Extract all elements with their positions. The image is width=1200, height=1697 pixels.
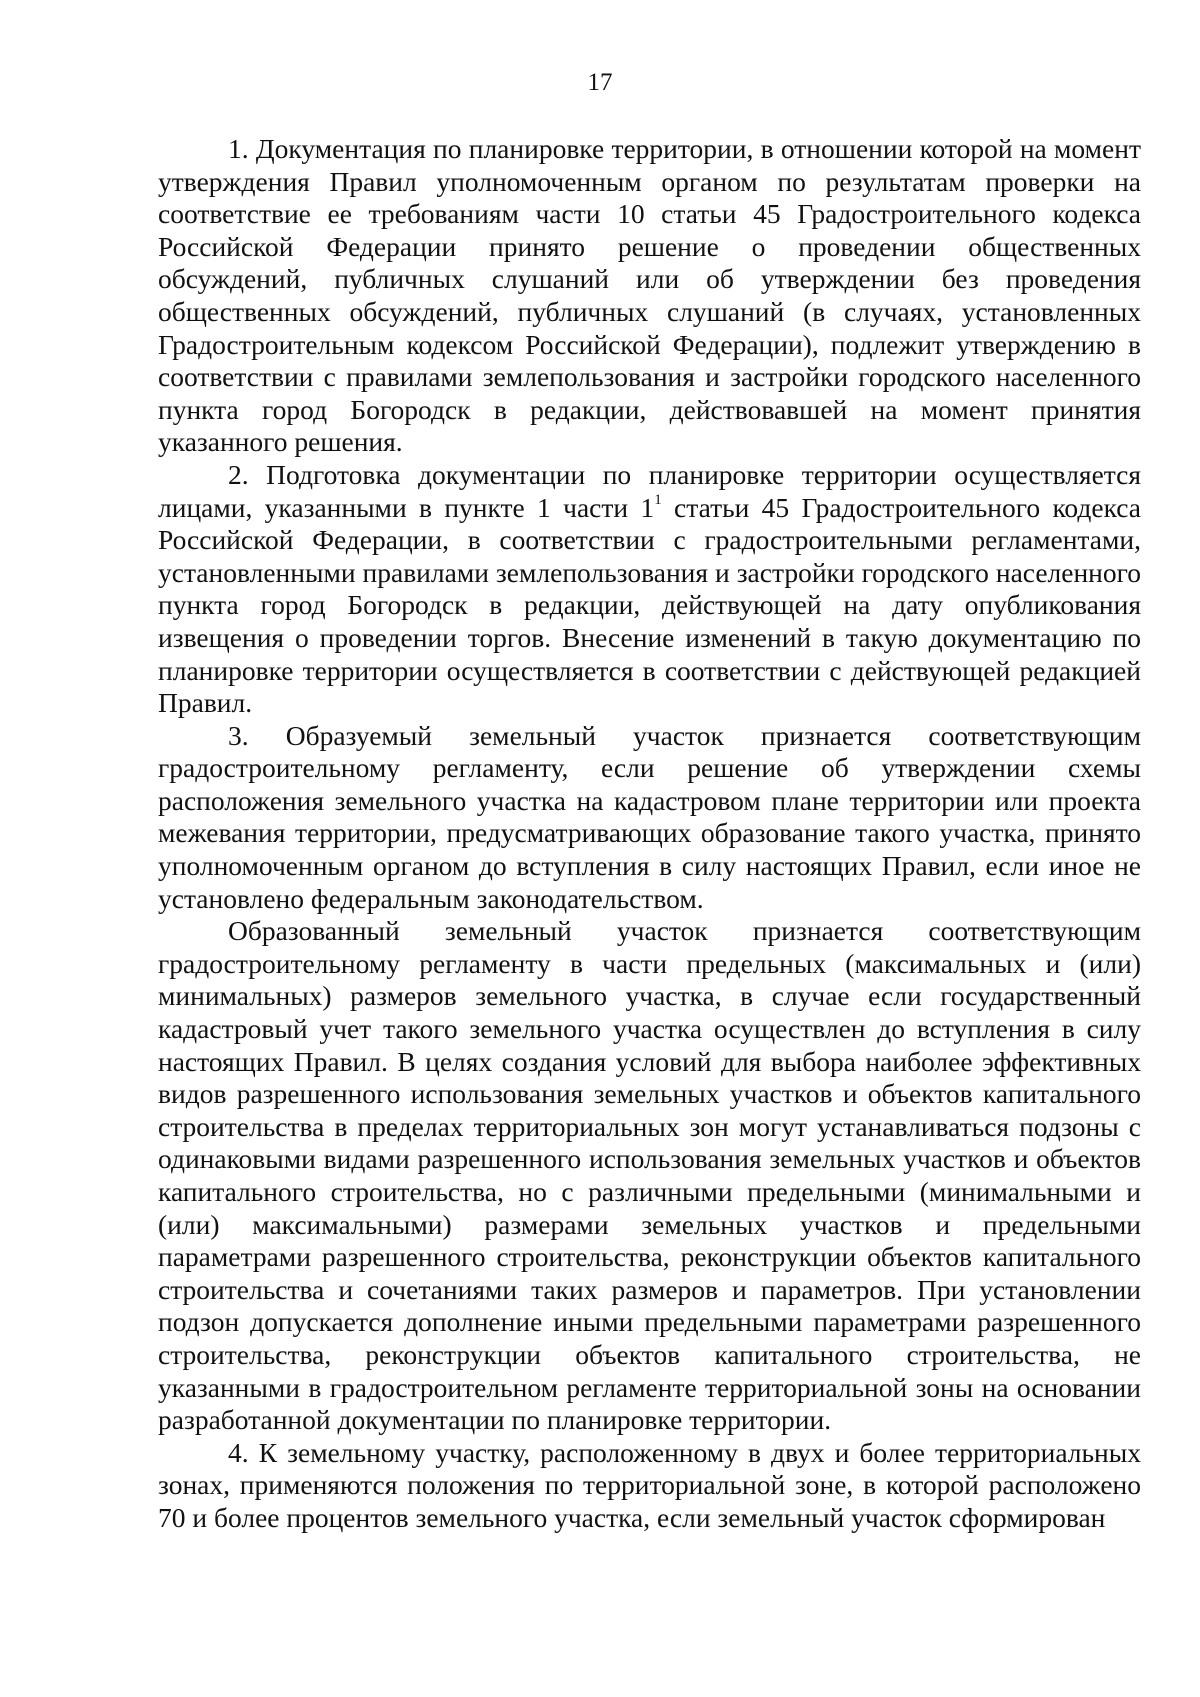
page-number: 17 xyxy=(587,69,613,96)
paragraph-2 xyxy=(158,459,1141,720)
paragraph-3-continuation: Образованный земельный участок признается соответствующим градостроительному регламенту в части предельных (максимальных и (или) минимальных) размеров земельного участка, в случае если государственный кадастровый учет такого земельного участка осуществлен до вступления в силу настоящих Правил. В целях создания условий для выбора наиболее эффективных видов разрешенного использования земельных участков и объектов капитального строительства в пределах территориальных зон могут устанавливаться подзоны с одинаковыми видами разрешенного использования земельных участков и объектов капитального строительства, но с различными предельными (минимальными и (или) максимальными) размерами земельных участков и предельными параметрами разрешенного строительства, реконструкции объектов капитального строительства и сочетаниями таких размеров и параметров. При установлении подзон допускается дополнение иными предельными параметрами разрешенного строительства, реконструкции объектов капитального строительства, не указанными в градостроительном регламенте территориальной зоны на основании разработанной документации по планировке территории. xyxy=(158,915,1141,1436)
paragraph-4: 4. К земельному участку, расположенному в двух и более территориальных зонах, применяются положения по территориальной зоне, в которой расположено 70 и более процентов земельного участка, если земельный участок сформирован xyxy=(158,1436,1141,1533)
paragraph-3: 3. Образуемый земельный участок признается соответствующим градостроительному регламенту, если решение об утверждении схемы расположения земельного участка на кадастровом плане территории или проекта межевания территории, предусматривающих образование такого участка, принято уполномоченным органом до вступления в силу настоящих Правил, если иное не установлено федеральным законодательством. xyxy=(158,719,1141,914)
paragraph-2-text-end: статьи 45 Градостроительного кодекса Российской Федерации, в соответствии с градостроительными регламентами, установленными правилами землепользования и застройки городского населенного пункта город Богородск в редакции, действующей на дату опубликования извещения о проведении торгов. Внесение изменений в такую документацию по планировке территории осуществляется в соответствии с действующей редакцией Правил. xyxy=(158,491,1141,719)
document-body xyxy=(158,133,1141,1535)
paragraph-2-text-start: 2. Подготовка документации по планировке территории осуществляется лицами, указанными в пункте 1 части 1 xyxy=(158,458,1141,523)
superscript-part-number: 1 xyxy=(654,492,662,509)
paragraph-1: 1. Документация по планировке территории, в отношении которой на момент утверждения Правил уполномоченным органом по результатам проверки на соответствие ее требованиям части 10 статьи 45 Градостроительного кодекса Российской Федерации принято решение о проведении общественных обсуждений, публичных слушаний или об утверждении без проведения общественных обсуждений, публичных слушаний (в случаях, установленных Градостроительным кодексом Российской Федерации), подлежит утверждению в соответствии с правилами землепользования и застройки городского населенного пункта город Богородск в редакции, действовавшей на момент принятия указанного решения. xyxy=(158,133,1141,458)
